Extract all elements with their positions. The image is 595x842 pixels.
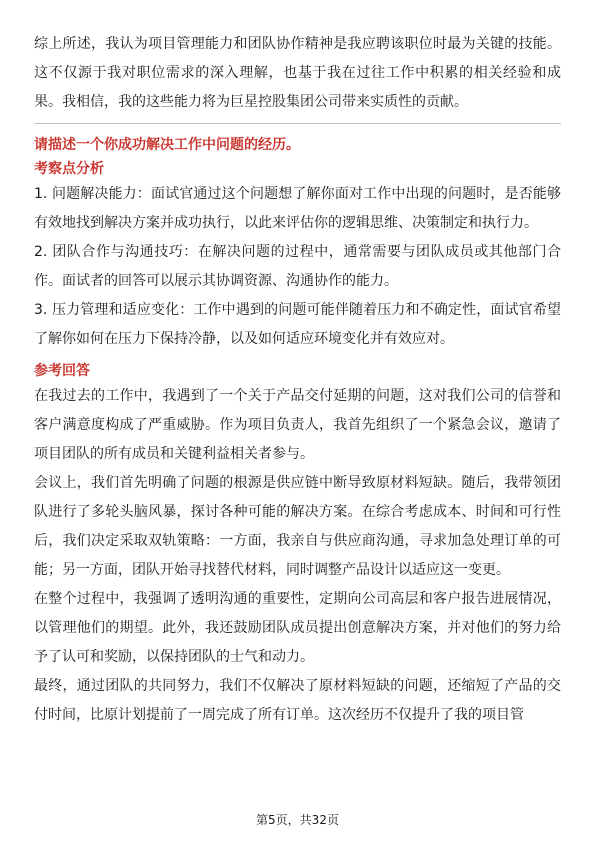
section-divider	[34, 123, 561, 124]
analysis-item: 1. 问题解决能力：面试官通过这个问题想了解你面对工作中出现的问题时，是否能够有效地找到解决方案并成功执行，以此来评估你的逻辑思维、决策制定和执行力。	[34, 186, 561, 231]
answer-paragraph: 会议上，我们首先明确了问题的根源是供应链中断导致原材料短缺。随后，我带领团队进行了多轮头脑风暴，探讨各种可能的解决方案。在综合考虑成本、时间和可行性后，我们决定采取双轨策略：一方面，我亲自与供应商沟通，寻求加急处理订单的可能；另一方面，团队开始寻找替代材料，同时调整产品设计以适应这一变更。	[34, 475, 561, 578]
document-page	[34, 30, 561, 730]
answer-paragraph: 在我过去的工作中，我遇到了一个关于产品交付延期的问题，这对我们公司的信誉和客户满意度构成了严重威胁。作为项目负责人，我首先组织了一个紧急会议，邀请了项目团队的所有成员和关键利益相关者参与。	[34, 388, 561, 462]
question-title: 请描述一个你成功解决工作中问题的经历。	[34, 137, 300, 153]
answer-paragraph: 最终，通过团队的共同努力，我们不仅解决了原材料短缺的问题，还缩短了产品的交付时间，比原计划提前了一周完成了所有订单。这次经历不仅提升了我的项目管	[34, 678, 561, 723]
answer-heading: 参考回答	[34, 363, 90, 379]
answer-paragraph: 在整个过程中，我强调了透明沟通的重要性，定期向公司高层和客户报告进展情况，以管理他们的期望。此外，我还鼓励团队成员提出创意解决方案，并对他们的努力给予了认可和奖励，以保持团队的士气和动力。	[34, 591, 561, 665]
intro-paragraph: 综上所述，我认为项目管理能力和团队协作精神是我应聘该职位时最为关键的技能。这不仅源于我对职位需求的深入理解，也基于我在过往工作中积累的相关经验和成果。我相信，我的这些能力将为巨星控股集团公司带来实质性的贡献。	[34, 36, 561, 110]
analysis-item: 2. 团队合作与沟通技巧：在解决问题的过程中，通常需要与团队成员或其他部门合作。面试者的回答可以展示其协调资源、沟通协作的能力。	[34, 244, 561, 289]
page-number: 第5页，共32页	[256, 813, 339, 827]
analysis-heading: 考察点分析	[34, 161, 104, 177]
analysis-item: 3. 压力管理和适应变化：工作中遇到的问题可能伴随着压力和不确定性，面试官希望了解你如何在压力下保持冷静，以及如何适应环境变化并有效应对。	[34, 302, 561, 347]
